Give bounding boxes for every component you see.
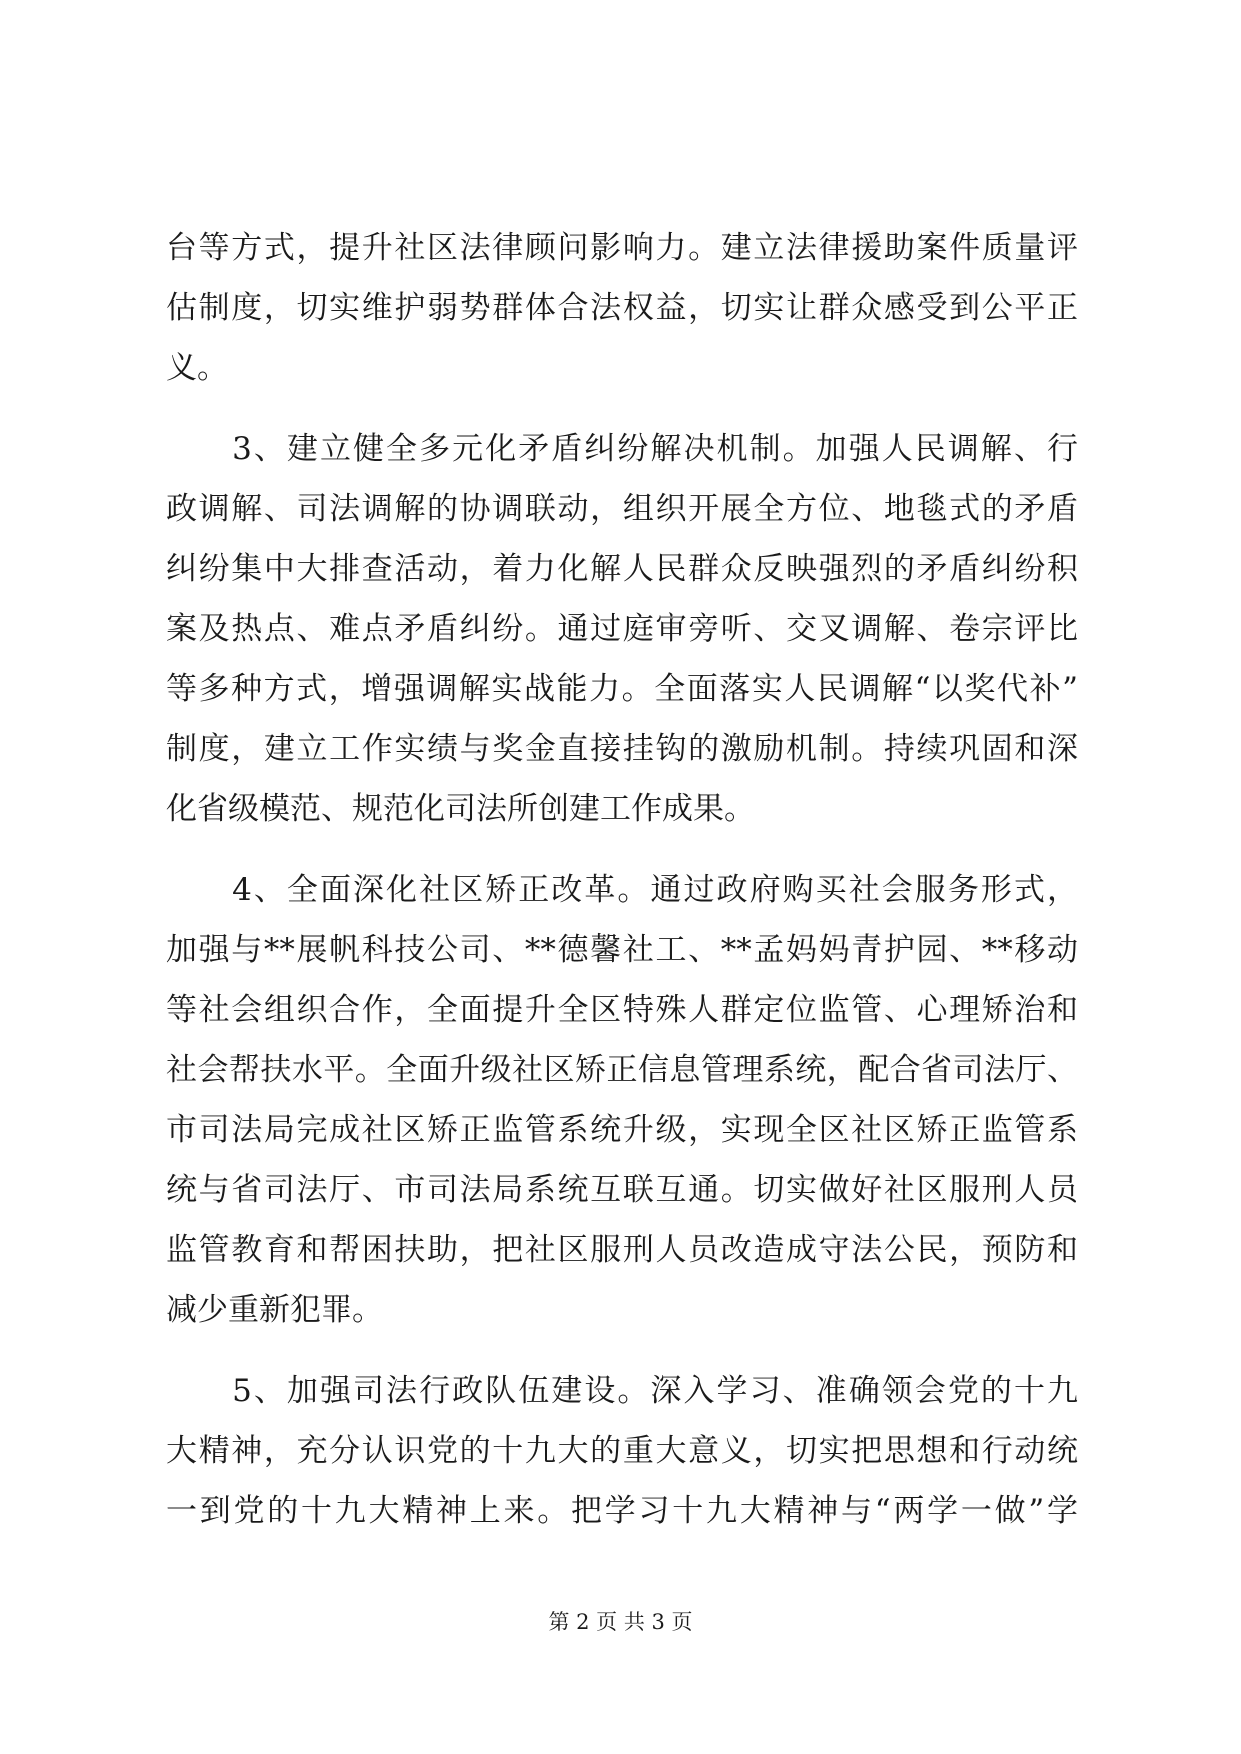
paragraph-2: [166, 419, 1078, 839]
text-line: 大精神，充分认识党的十九大的重大意义，切实把思想和行动统: [166, 1433, 1078, 1469]
paragraph-1: [166, 218, 1078, 398]
paragraph-3: [166, 860, 1078, 1340]
text-line: 制度，建立工作实绩与奖金直接挂钩的激励机制。持续巩固和深: [166, 731, 1078, 767]
text-line: 台等方式，提升社区法律顾问影响力。建立法律援助案件质量评: [166, 230, 1078, 266]
document-body: [166, 218, 1078, 1541]
paragraph-4: [166, 1361, 1078, 1541]
text-line: 市司法局完成社区矫正监管系统升级，实现全区社区矫正监管系: [166, 1112, 1078, 1148]
text-line: 社会帮扶水平。全面升级社区矫正信息管理系统，配合省司法厅、: [166, 1052, 1078, 1088]
text-line: 纠纷集中大排查活动，着力化解人民群众反映强烈的矛盾纠纷积: [166, 551, 1078, 587]
text-line: 3、建立健全多元化矛盾纠纷解决机制。加强人民调解、行: [166, 431, 1078, 467]
text-line: 案及热点、难点矛盾纠纷。通过庭审旁听、交叉调解、卷宗评比: [166, 611, 1078, 647]
text-line: 5、加强司法行政队伍建设。深入学习、准确领会党的十九: [166, 1373, 1078, 1409]
text-line: 等多种方式，增强调解实战能力。全面落实人民调解“以奖代补”: [166, 671, 1078, 707]
text-line: 化省级模范、规范化司法所创建工作成果。: [166, 791, 755, 827]
text-line: 一到党的十九大精神上来。把学习十九大精神与“两学一做”学: [166, 1493, 1078, 1529]
text-line: 估制度，切实维护弱势群体合法权益，切实让群众感受到公平正: [166, 290, 1078, 326]
text-line: 减少重新犯罪。: [166, 1292, 383, 1328]
text-line: 政调解、司法调解的协调联动，组织开展全方位、地毯式的矛盾: [166, 491, 1078, 527]
text-line: 加强与**展帆科技公司、**德馨社工、**孟妈妈青护园、**移动: [166, 932, 1078, 968]
text-line: 监管教育和帮困扶助，把社区服刑人员改造成守法公民，预防和: [166, 1232, 1078, 1268]
text-line: 统与省司法厅、市司法局系统互联互通。切实做好社区服刑人员: [166, 1172, 1078, 1208]
text-line: 义。: [166, 350, 228, 386]
text-line: 4、全面深化社区矫正改革。通过政府购买社会服务形式，: [166, 872, 1078, 908]
text-line: 等社会组织合作，全面提升全区特殊人群定位监管、心理矫治和: [166, 992, 1078, 1028]
page-number-footer: 第 2 页 共 3 页: [548, 1610, 693, 1634]
